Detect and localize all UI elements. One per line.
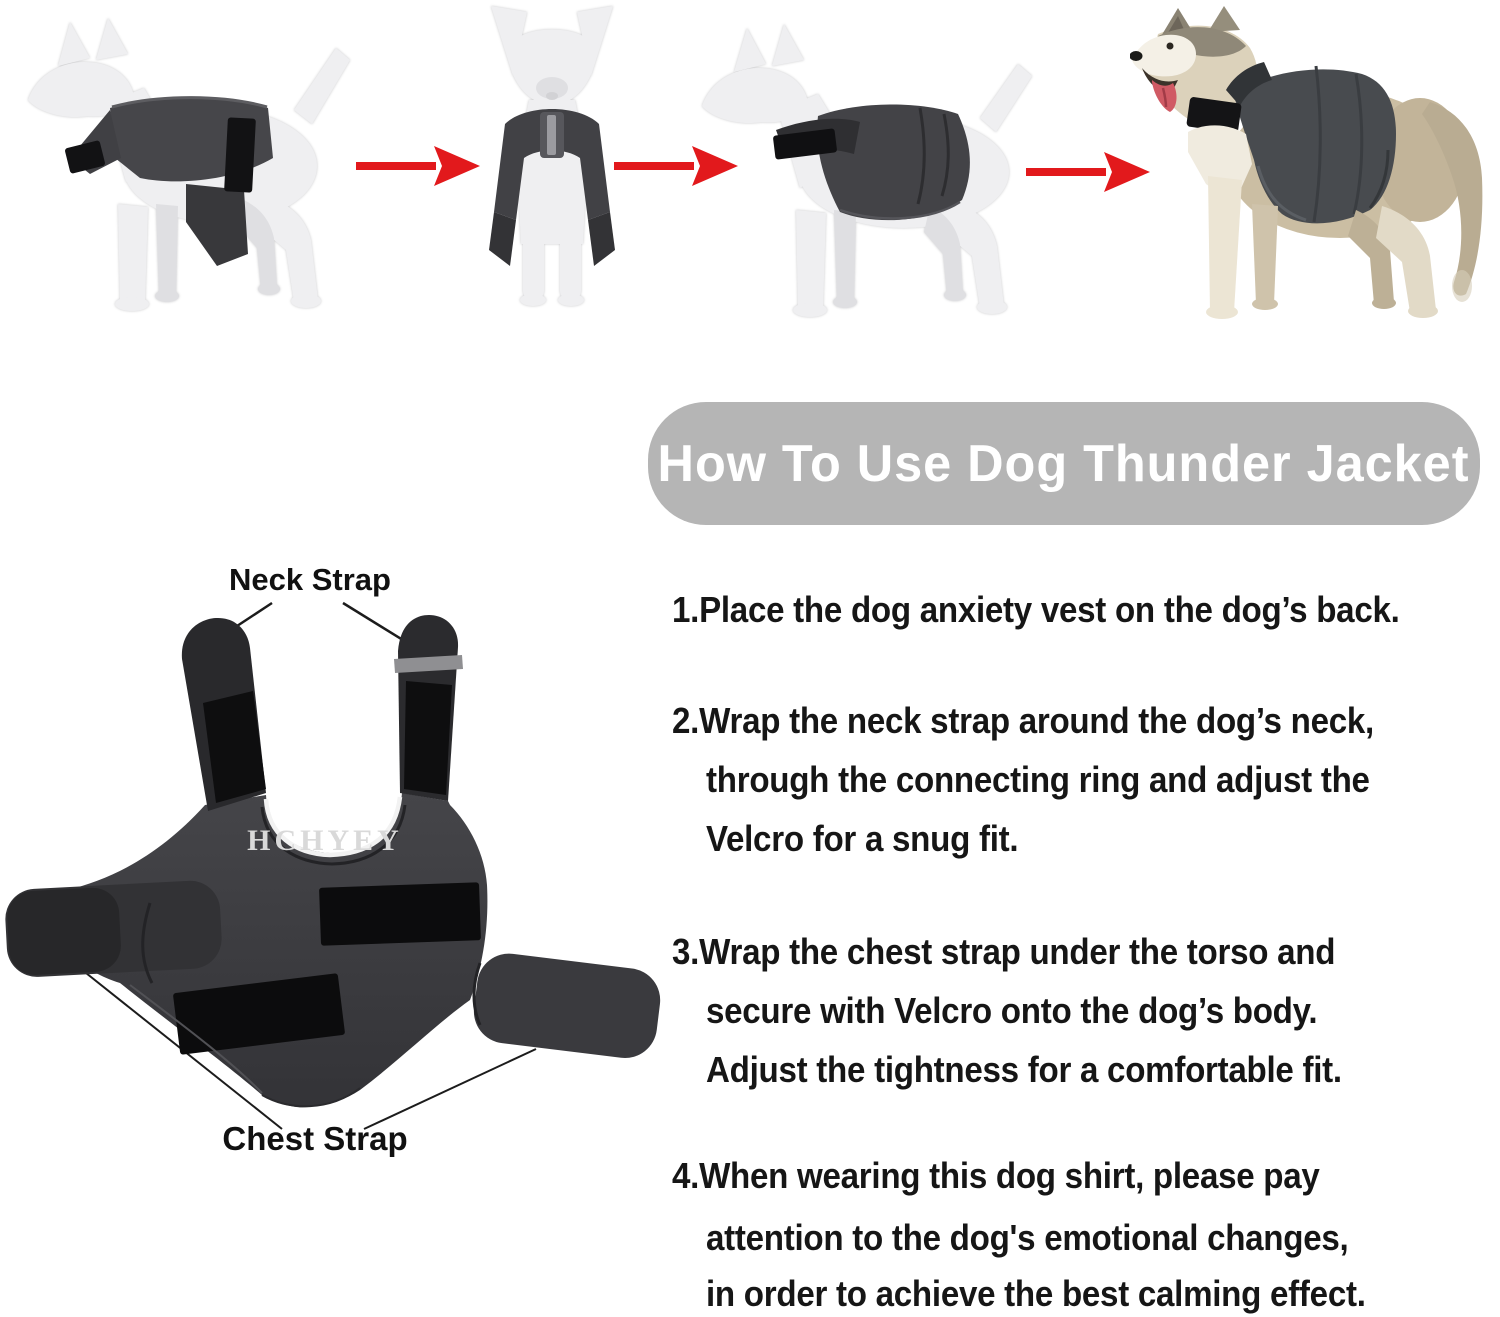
mannequin-dog-front-icon [477,0,627,310]
brand-logo-text: HCHYEY [247,824,403,857]
instruction-step-1-line-1: 1.Place the dog anxiety vest on the dog’s back. [672,589,1400,630]
left-neck-strap [182,618,266,811]
instruction-step-3-line-3: Adjust the tightness for a comfortable fit. [706,1049,1342,1090]
instruction-step-3-line-2: secure with Velcro onto the dog’s body. [706,990,1318,1031]
page-title: How To Use Dog Thunder Jacket [658,434,1470,493]
figure-step-4 [1130,4,1490,327]
neck-strap-label: Neck Strap [229,562,391,597]
mannequin-dog-vest-secured-icon [692,12,1057,322]
instruction-step-4-line-2: attention to the dog's emotional changes, [706,1217,1349,1258]
figure-step-2 [477,0,627,315]
instruction-step-2-line-2: through the connecting ring and adjust the [706,759,1370,800]
instruction-step-2-line-1: 2.Wrap the neck strap around the dog’s neck, [672,700,1374,741]
right-chest-strap-wing [470,950,664,1062]
instruction-step-4-line-3: in order to achieve the best calming effect. [706,1273,1366,1314]
instruction-step-4-line-1: 4.When wearing this dog shirt, please pay [672,1155,1320,1196]
instruction-step-3-line-1: 3.Wrap the chest strap under the torso and [672,931,1336,972]
figure-step-3 [692,12,1057,327]
red-arrow-icon [356,140,482,192]
vest-flatlay-icon [0,555,700,1215]
mannequin-dog-vest-draped-icon [20,8,365,323]
title-banner [648,402,1480,525]
arrow-step-1-to-2 [356,140,482,197]
right-neck-strap [394,615,463,801]
husky-dog-wearing-vest-icon [1130,4,1490,322]
chest-strap-label: Chest Strap [222,1120,408,1157]
figure-step-1 [20,8,365,328]
instruction-step-2-line-3: Velcro for a snug fit. [706,818,1019,859]
left-chest-strap-wing [4,879,223,983]
mid-velcro-strip [319,882,481,946]
